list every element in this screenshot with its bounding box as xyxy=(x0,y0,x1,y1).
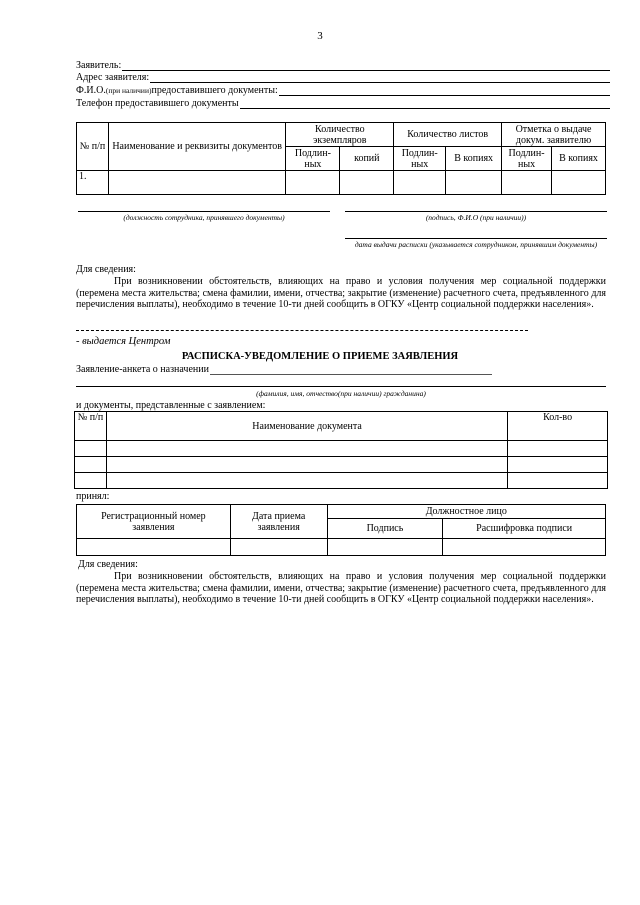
acceptance-table xyxy=(76,504,606,556)
signature-line[interactable] xyxy=(345,211,607,212)
col-copies-header: Количество экземпляров xyxy=(286,123,394,147)
col-decode-header: Расшифровка подписи xyxy=(443,519,606,539)
col-qty-header: Кол-во xyxy=(508,412,608,441)
application-field[interactable] xyxy=(76,364,492,375)
documents-list-table xyxy=(74,411,608,489)
submitter-name-label-a: Ф.И.О. xyxy=(76,85,106,96)
table-row xyxy=(77,539,606,556)
table-cell[interactable] xyxy=(75,457,107,473)
info-label: Для сведения: xyxy=(78,559,138,570)
table-cell[interactable] xyxy=(75,473,107,489)
receipt-title: РАСПИСКА-УВЕДОМЛЕНИЕ О ПРИЕМЕ ЗАЯВЛЕНИЯ xyxy=(181,351,459,362)
date-caption: дата выдачи расписки (указывается сотрудником, принявшим документы) xyxy=(354,240,598,249)
issued-by-note: - выдается Центром xyxy=(76,336,171,347)
table-cell[interactable] xyxy=(106,441,507,457)
phone-field[interactable] xyxy=(76,98,610,109)
sub-originals-1: Подлин-ных xyxy=(286,147,340,171)
phone-label: Телефон предоставившего документы xyxy=(76,98,239,109)
col-date-header: Дата приема заявления xyxy=(230,505,327,539)
table-row xyxy=(75,457,608,473)
sub-originals-3: Подлин-ных xyxy=(502,147,552,171)
table-cell[interactable] xyxy=(508,473,608,489)
docs-label: и документы, представленные с заявлением: xyxy=(76,400,266,411)
table-cell[interactable] xyxy=(106,457,507,473)
table-cell[interactable] xyxy=(77,539,231,556)
col-num-header: № п/п xyxy=(77,123,109,171)
position-caption: (должность сотрудника, принявшего документы) xyxy=(123,213,285,222)
documents-table xyxy=(76,122,606,195)
table-cell[interactable] xyxy=(106,473,507,489)
info-label: Для сведения: xyxy=(76,264,136,275)
table-cell[interactable] xyxy=(340,171,394,195)
table-cell[interactable] xyxy=(286,171,340,195)
table-row xyxy=(77,171,606,195)
table-cell[interactable] xyxy=(75,441,107,457)
submitter-name-field[interactable] xyxy=(76,85,610,96)
table-cell[interactable] xyxy=(230,539,327,556)
col-name-header: Наименование и реквизиты документов xyxy=(108,123,286,171)
table-cell[interactable] xyxy=(552,171,606,195)
table-cell[interactable] xyxy=(446,171,502,195)
col-official-header: Должностное лицо xyxy=(327,505,605,519)
address-label: Адрес заявителя: xyxy=(76,72,150,83)
citizen-name-caption: (фамилия, имя, отчество(при наличии) гражданина) xyxy=(256,389,426,398)
application-label: Заявление-анкета о назначении xyxy=(76,364,209,375)
sub-copies-3: В копиях xyxy=(552,147,606,171)
table-cell[interactable] xyxy=(394,171,446,195)
citizen-name-line[interactable] xyxy=(76,386,606,387)
date-line[interactable] xyxy=(345,238,607,239)
table-row xyxy=(75,473,608,489)
address-field[interactable] xyxy=(76,72,610,83)
table-cell[interactable] xyxy=(508,457,608,473)
col-doc-name-header: Наименование документа xyxy=(106,412,507,441)
info-paragraph: При возникновении обстоятельств, влияющих на право и условия получения мер социальной поддержки (перемена места жительства; смена фамилии, имени, отчества; закрытие (изменение) расчетного счета, предъявленного для перечисления выплаты), необходимо в течение 10-ти дней сообщить в ОГКУ «Центр социальной поддержки населения». xyxy=(76,571,606,605)
col-num-header: № п/п xyxy=(75,412,107,441)
submitter-name-label-small: (при наличии) xyxy=(105,86,152,95)
col-sheets-header: Количество листов xyxy=(394,123,502,147)
cut-line xyxy=(76,330,528,331)
applicant-label: Заявитель: xyxy=(76,60,122,71)
table-cell[interactable] xyxy=(508,441,608,457)
table-row xyxy=(75,441,608,457)
page-number: 3 xyxy=(317,30,323,42)
table-cell[interactable] xyxy=(108,171,286,195)
col-signature-header: Подпись xyxy=(327,519,443,539)
sub-copies-2: В копиях xyxy=(446,147,502,171)
sub-copies-1: копий xyxy=(340,147,394,171)
table-cell[interactable] xyxy=(443,539,606,556)
submitter-name-label-b: предоставившего документы: xyxy=(151,85,278,96)
table-cell[interactable] xyxy=(502,171,552,195)
table-cell[interactable] xyxy=(327,539,443,556)
col-mark-header: Отметка о выдаче докум. заявителю xyxy=(502,123,606,147)
accepted-label: принял: xyxy=(76,491,110,502)
info-paragraph: При возникновении обстоятельств, влияющих на право и условия получения мер социальной поддержки (перемена места жительства; смена фамилии, имени, отчества; закрытие (изменение) расчетного счета, предъявленного для перечисления выплаты), необходимо в течение 10-ти дней сообщить в ОГКУ «Центр социальной поддержки населения». xyxy=(76,276,606,310)
row-num: 1. xyxy=(77,171,109,195)
signature-caption: (подпись, Ф.И.О (при наличии)) xyxy=(425,213,527,222)
col-reg-number-header: Регистрационный номер заявления xyxy=(77,505,231,539)
position-signature-line[interactable] xyxy=(78,211,330,212)
sub-originals-2: Подлин-ных xyxy=(394,147,446,171)
applicant-field[interactable] xyxy=(76,60,610,71)
